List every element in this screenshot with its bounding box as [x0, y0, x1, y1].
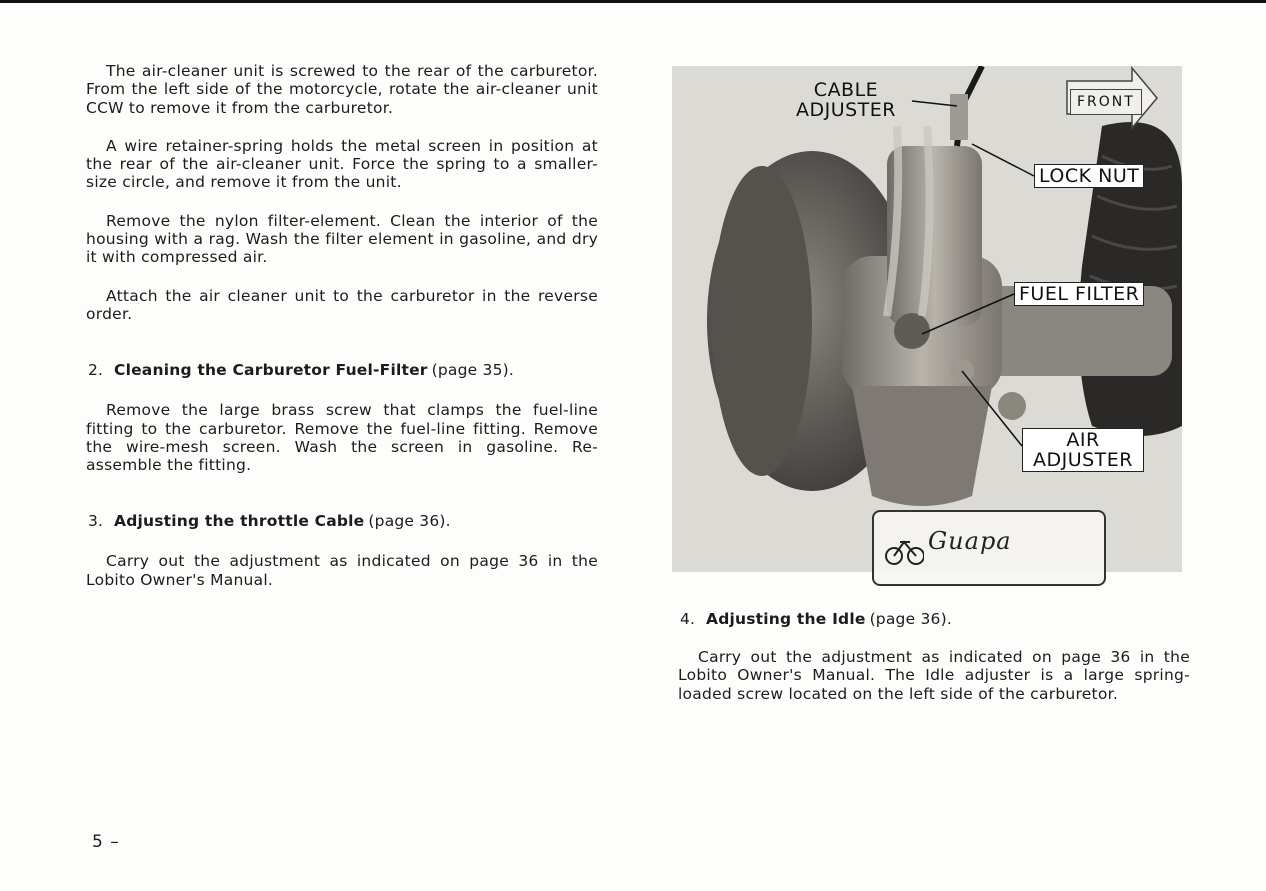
section-number: 4.: [680, 610, 696, 628]
paragraph-air-cleaner-removal: The air-cleaner unit is screwed to the rear of the carburetor. From the left side of the motorcycle, rotate the air-cleaner unit CCW to remove it from the carburetor.: [86, 62, 598, 117]
paragraph-idle-adjustment: Carry out the adjustment as indicated on page 36 in the Lobito Owner's Manual. The Idle adjuster is a large spring-loaded screw located on the left side of the carburetor.: [678, 648, 1190, 703]
air-adjuster-line1: AIR: [1066, 429, 1100, 451]
watermark-text: Guapa: [928, 527, 1012, 555]
air-adjuster-label: [1022, 428, 1144, 472]
page-number: 5 –: [92, 832, 120, 852]
front-arrow-label: FRONT: [1070, 89, 1142, 115]
paragraph-reassembly: Attach the air cleaner unit to the carburetor in the reverse order.: [86, 286, 598, 323]
motorcycle-logo-icon: [884, 528, 924, 568]
paragraph-throttle-cable: Carry out the adjustment as indicated on page 36 in the Lobito Owner's Manual.: [86, 552, 598, 589]
top-rule: [0, 0, 1266, 3]
paragraph-filter-element: Remove the nylon filter-element. Clean the interior of the housing with a rag. Wash the filter element in gasoline, and dry it with compressed air.: [86, 211, 598, 267]
air-adjuster-line2: ADJUSTER: [1032, 449, 1133, 471]
carburetor-illustration: [672, 66, 1182, 572]
carburetor-photo: [672, 66, 1182, 572]
paragraph-retainer-spring: A wire retainer-spring holds the metal screen in position at the rear of the air-cleaner unit. Force the spring to a smaller-size circle, and remove it from the unit.: [86, 136, 598, 192]
section-4-heading: [678, 610, 1190, 628]
lock-nut-label: LOCK NUT: [1034, 164, 1144, 188]
section-title: Cleaning the Carburetor Fuel-Filter: [114, 361, 428, 380]
left-column: [86, 62, 598, 589]
section-title: Adjusting the Idle: [706, 610, 866, 628]
cable-adjuster-label: [790, 80, 902, 120]
right-column: [678, 610, 1190, 703]
section-title: Adjusting the throttle Cable: [114, 512, 365, 531]
section-3-heading: [86, 512, 598, 530]
section-number: 2.: [88, 361, 104, 380]
cable-adjuster-line1: CABLE: [813, 79, 879, 101]
paragraph-fuel-filter: Remove the large brass screw that clamps the fuel-line fitting to the carburetor. Remove the fuel-line fitting. Remove the wire-mesh screen. Wash the screen in gasoline. Re-assemble the fitting.: [86, 401, 598, 475]
page-reference: (page 36).: [869, 610, 952, 628]
page-reference: (page 36).: [368, 512, 451, 531]
section-number: 3.: [88, 512, 104, 531]
page-reference: (page 35).: [431, 361, 515, 380]
section-2-heading: [86, 361, 598, 379]
fuel-filter-label: FUEL FILTER: [1014, 282, 1144, 306]
cable-adjuster-line2: ADJUSTER: [795, 99, 896, 121]
